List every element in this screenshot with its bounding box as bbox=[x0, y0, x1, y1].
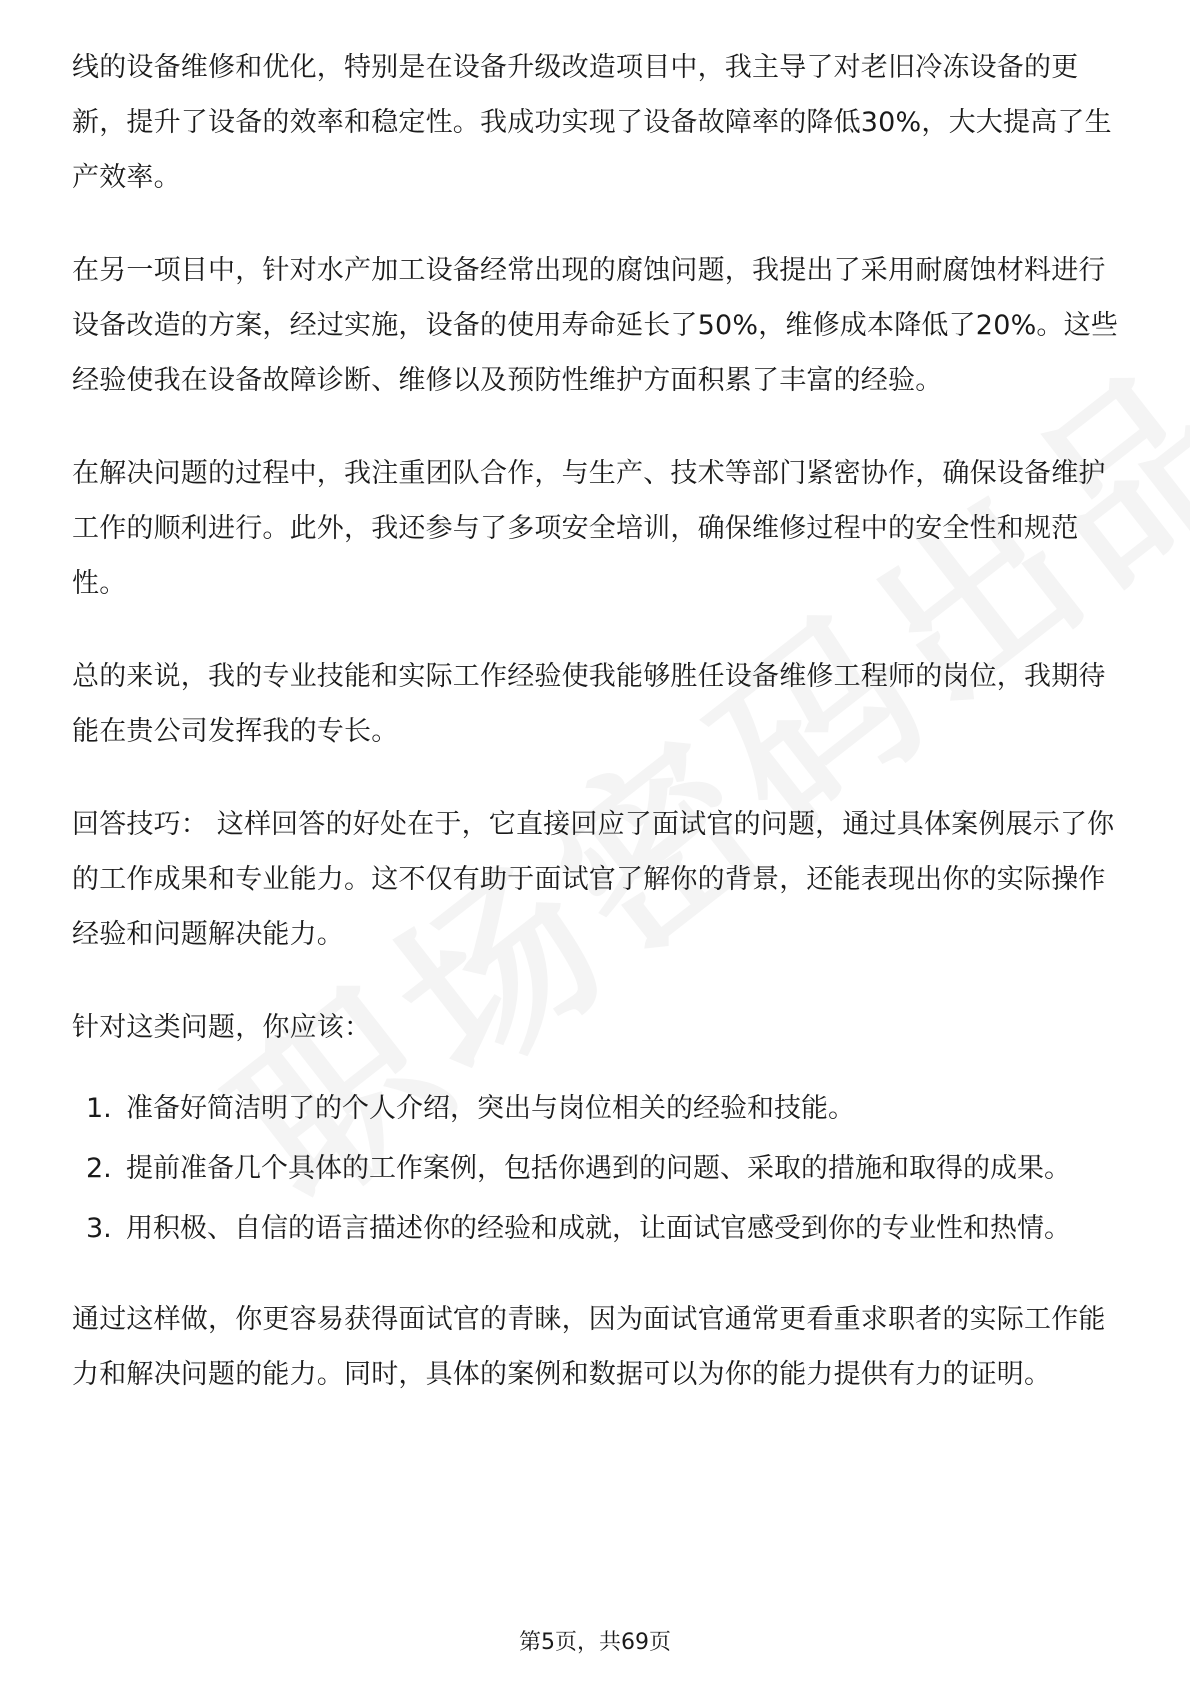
list-item bbox=[72, 1081, 1122, 1136]
list-item bbox=[72, 1201, 1122, 1256]
list-item-text: 用积极、自信的语言描述你的经验和成就，让面试官感受到你的专业性和热情。 bbox=[126, 1213, 1071, 1244]
list-item-number: 1. bbox=[86, 1093, 112, 1124]
paragraph-advice-intro: 针对这类问题，你应该： bbox=[72, 1012, 372, 1043]
paragraph-corrosion-project: 在另一项目中，针对水产加工设备经常出现的腐蚀问题，我提出了采用耐腐蚀材料进行设备改造的方案，经过实施，设备的使用寿命延长了50%，维修成本降低了20%。这些经验使我在设备故障诊断、维修以及预防性维护方面积累了丰富的经验。 bbox=[72, 255, 1119, 396]
list-item bbox=[72, 1141, 1122, 1196]
paragraph-teamwork: 在解决问题的过程中，我注重团队合作，与生产、技术等部门紧密协作，确保设备维护工作的顺利进行。此外，我还参与了多项安全培训，确保维修过程中的安全性和规范性。 bbox=[72, 458, 1106, 599]
list-item-text: 提前准备几个具体的工作案例，包括你遇到的问题、采取的措施和取得的成果。 bbox=[126, 1153, 1071, 1184]
page-number-footer: 第5页，共69页 bbox=[519, 1630, 671, 1655]
list-item-number: 3. bbox=[86, 1213, 112, 1244]
document-body bbox=[72, 40, 1122, 1440]
list-item-number: 2. bbox=[86, 1153, 112, 1184]
paragraph-summary: 总的来说，我的专业技能和实际工作经验使我能够胜任设备维修工程师的岗位，我期待能在贵公司发挥我的专长。 bbox=[72, 661, 1106, 747]
paragraph-answer-tips: 回答技巧： 这样回答的好处在于，它直接回应了面试官的问题，通过具体案例展示了你的工作成果和专业能力。这不仅有助于面试官了解你的背景，还能表现出你的实际操作经验和问题解决能力。 bbox=[72, 809, 1115, 950]
paragraph-closing: 通过这样做，你更容易获得面试官的青睐，因为面试官通常更看重求职者的实际工作能力和解决问题的能力。同时，具体的案例和数据可以为你的能力提供有力的证明。 bbox=[72, 1304, 1106, 1390]
list-item-text: 准备好简洁明了的个人介绍，突出与岗位相关的经验和技能。 bbox=[126, 1093, 855, 1124]
advice-list bbox=[72, 1081, 1122, 1256]
paragraph-equipment-upgrade: 线的设备维修和优化，特别是在设备升级改造项目中，我主导了对老旧冷冻设备的更新，提升了设备的效率和稳定性。我成功实现了设备故障率的降低30%，大大提高了生产效率。 bbox=[72, 52, 1112, 193]
